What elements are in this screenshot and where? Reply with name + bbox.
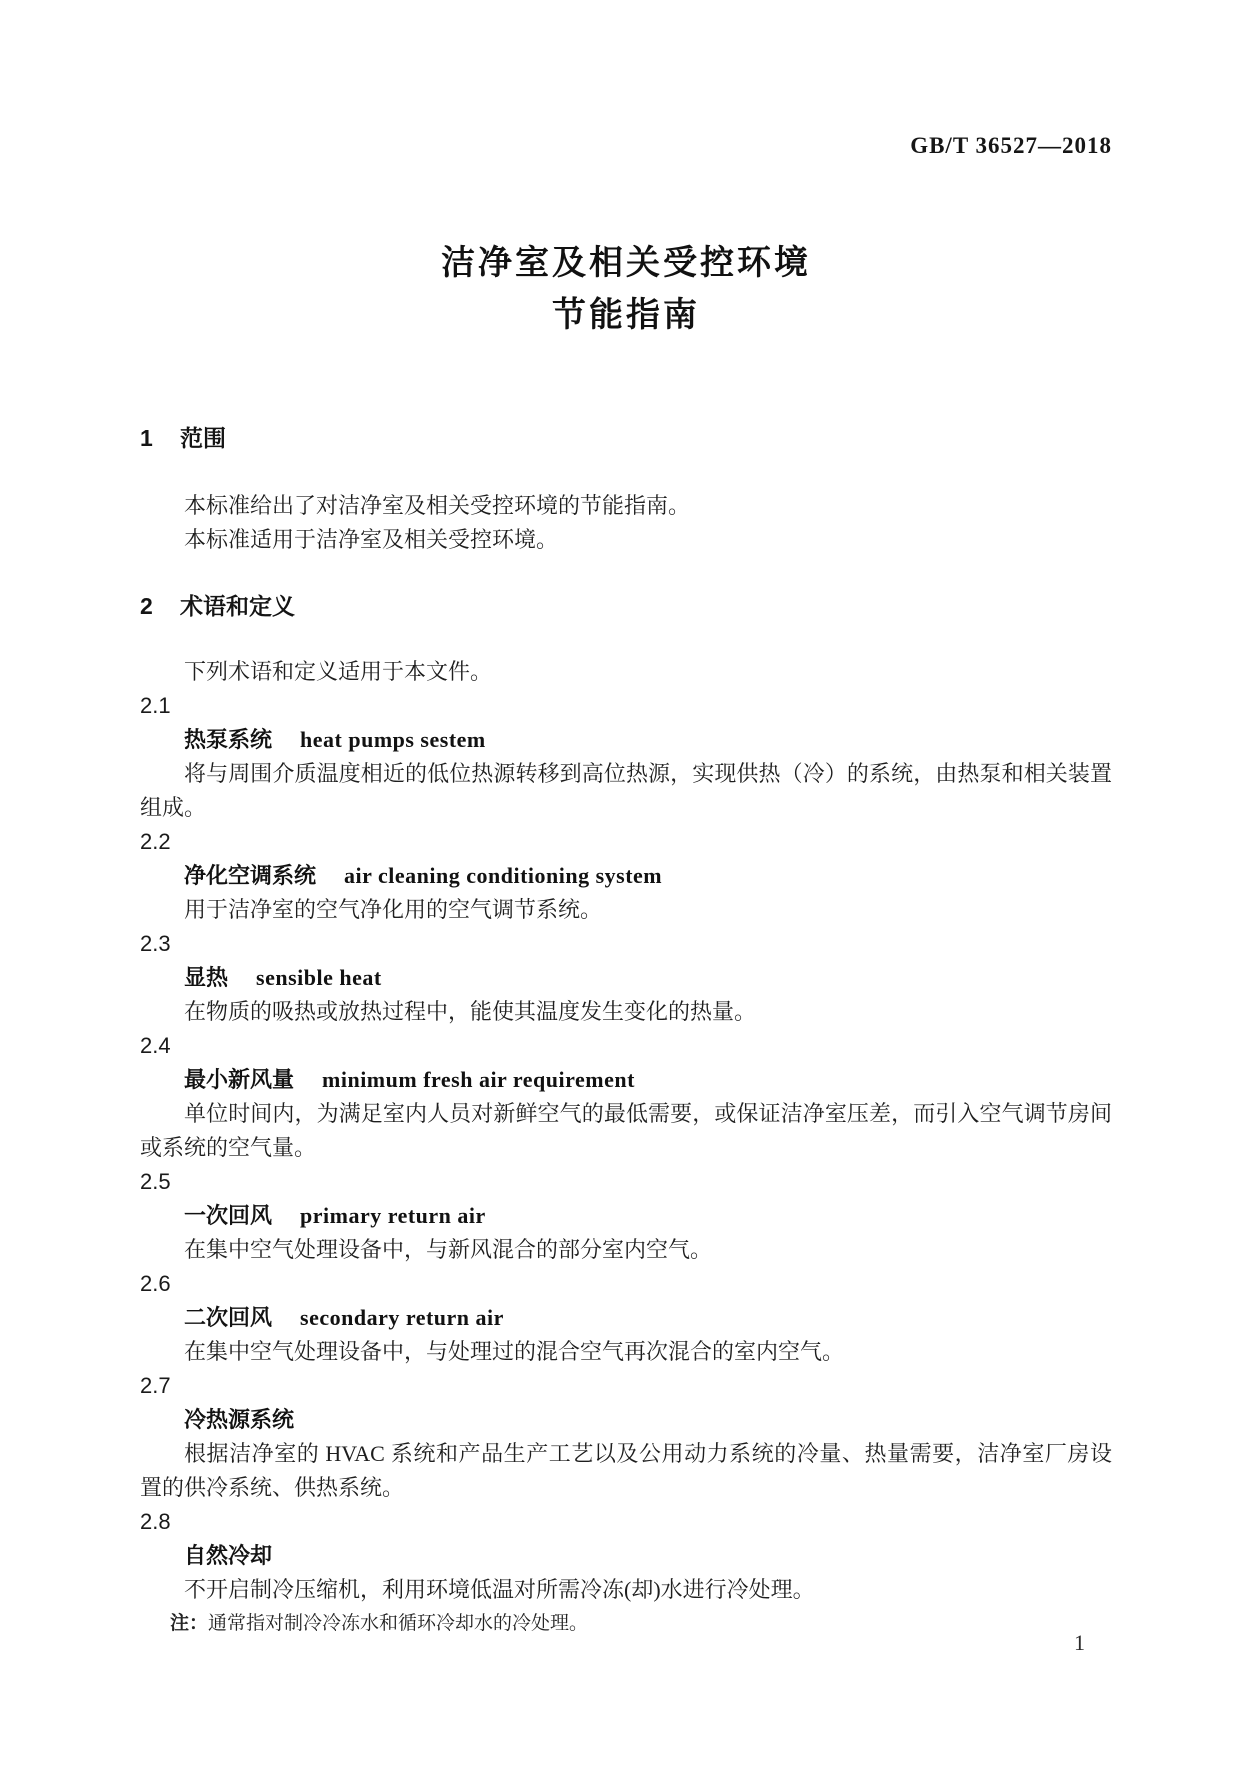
term-entry-2-8: [140, 1505, 1112, 1641]
clause-2-intro: 下列术语和定义适用于本文件。: [184, 659, 493, 684]
term-entry-2-2: [140, 825, 1112, 927]
term-en: primary return air: [300, 1203, 486, 1228]
term-title: [140, 723, 1112, 757]
term-note: [140, 1607, 1112, 1641]
term-entry-2-5: [140, 1165, 1112, 1267]
paragraph: 本标准适用于洁净室及相关受控环境。: [184, 527, 559, 552]
term-definition: 在集中空气处理设备中，与处理过的混合空气再次混合的室内空气。: [184, 1339, 845, 1364]
term-zh: 净化空调系统: [184, 863, 317, 888]
term-number: 2.4: [140, 1033, 171, 1058]
term-definition: 单位时间内，为满足室内人员对新鲜空气的最低需要，或保证洁净室压差，而引入空气调节房间或系统的空气量。: [140, 1101, 1112, 1160]
term-zh: 二次回风: [184, 1305, 273, 1330]
term-title: [140, 1301, 1112, 1335]
clause-1-heading: [140, 425, 1112, 451]
term-zh: 冷热源系统: [184, 1407, 295, 1432]
document-title: [140, 244, 1112, 333]
term-entry-2-4: [140, 1029, 1112, 1165]
term-definition: 在集中空气处理设备中，与新风混合的部分室内空气。: [184, 1237, 713, 1262]
term-definition: 不开启制冷压缩机，利用环境低温对所需冷冻(却)水进行冷处理。: [184, 1577, 815, 1602]
note-text: 通常指对制冷冷冻水和循环冷却水的冷处理。: [208, 1613, 589, 1634]
term-en: minimum fresh air requirement: [322, 1067, 635, 1092]
term-definition: 将与周围介质温度相近的低位热源转移到高位热源，实现供热（冷）的系统，由热泵和相关装置组成。: [140, 761, 1112, 820]
term-entry-2-1: [140, 689, 1112, 825]
term-zh: 自然冷却: [184, 1543, 273, 1568]
term-title: [140, 859, 1112, 893]
term-entry-2-6: [140, 1267, 1112, 1369]
term-title: [140, 1063, 1112, 1097]
term-zh: 显热: [184, 965, 229, 990]
terms-list: [140, 655, 1112, 1641]
clause-2-title: 术语和定义: [180, 593, 295, 619]
term-en: heat pumps sestem: [300, 727, 486, 752]
term-number: 2.8: [140, 1509, 171, 1534]
term-title: [140, 1199, 1112, 1233]
term-zh: 热泵系统: [184, 727, 273, 752]
term-title: [140, 1539, 1112, 1573]
page-number: 1: [1074, 1630, 1085, 1655]
term-entry-2-3: [140, 927, 1112, 1029]
term-number: 2.1: [140, 693, 171, 718]
term-entry-2-7: [140, 1369, 1112, 1505]
paragraph: 本标准给出了对洁净室及相关受控环境的节能指南。: [184, 493, 691, 518]
clause-1-body: [140, 489, 1112, 557]
term-number: 2.7: [140, 1373, 171, 1398]
clause-1-title: 范围: [180, 425, 226, 451]
term-en: sensible heat: [256, 965, 382, 990]
clause-2-heading: [140, 593, 1112, 619]
term-title: [140, 961, 1112, 995]
term-number: 2.3: [140, 931, 171, 956]
term-definition: 用于洁净室的空气净化用的空气调节系统。: [184, 897, 603, 922]
term-en: secondary return air: [300, 1305, 504, 1330]
term-number: 2.5: [140, 1169, 171, 1194]
standard-code: GB/T 36527—2018: [910, 133, 1112, 158]
term-zh: 最小新风量: [184, 1067, 295, 1092]
term-definition: 在物质的吸热或放热过程中，能使其温度发生变化的热量。: [184, 999, 757, 1024]
term-number: 2.2: [140, 829, 171, 854]
clause-2-number: 2: [140, 593, 153, 619]
clause-1-number: 1: [140, 425, 153, 451]
document-title-line1: 洁净室及相关受控环境: [441, 244, 811, 282]
term-zh: 一次回风: [184, 1203, 273, 1228]
term-definition: 根据洁净室的 HVAC 系统和产品生产工艺以及公用动力系统的冷量、热量需要，洁净室厂房设置的供冷系统、供热系统。: [140, 1441, 1112, 1500]
note-label: 注：: [170, 1613, 209, 1634]
term-number: 2.6: [140, 1271, 171, 1296]
term-title: [140, 1403, 1112, 1437]
document-title-line2: 节能指南: [552, 296, 700, 334]
term-en: air cleaning conditioning system: [344, 863, 663, 888]
